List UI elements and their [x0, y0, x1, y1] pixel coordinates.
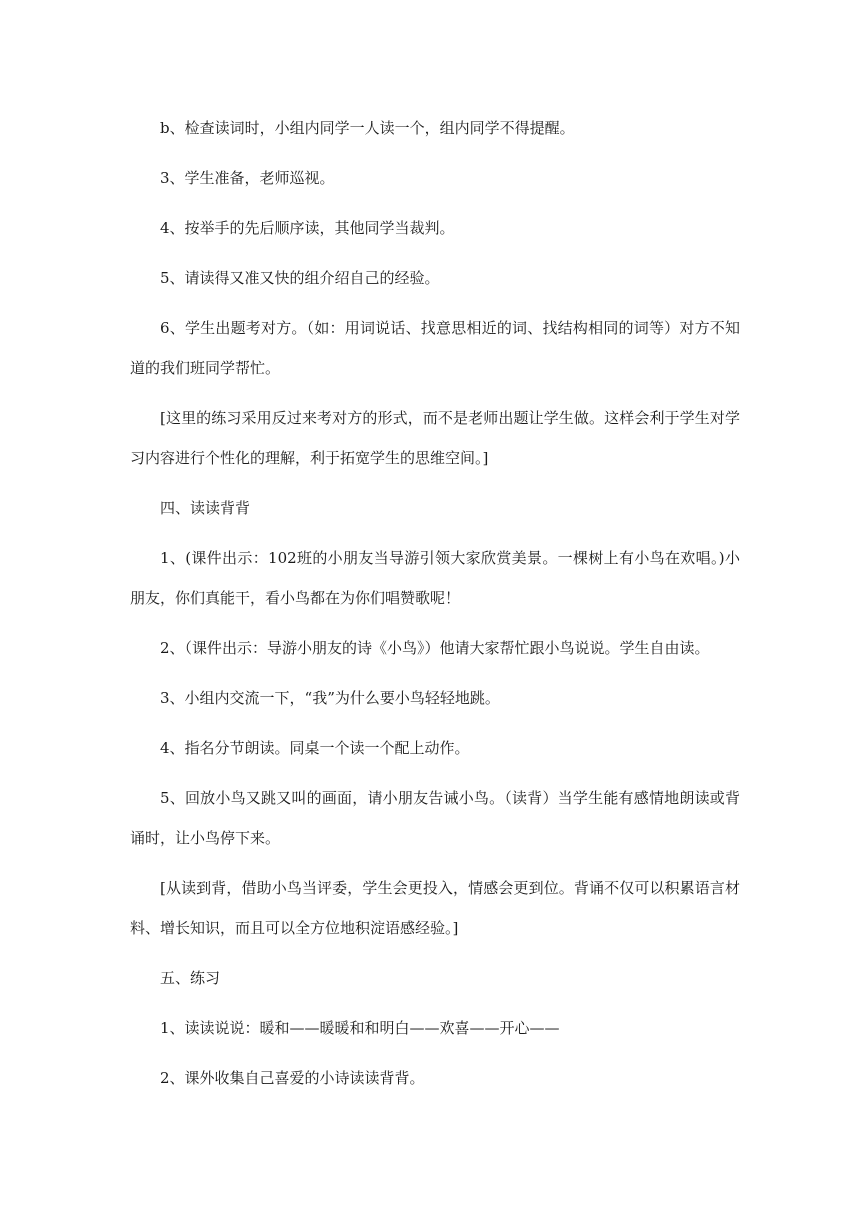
document-body: [130, 108, 740, 1108]
paragraph-student-prepare: 3、学生准备，老师巡视。: [160, 169, 335, 187]
paragraph-group-discuss: 3、小组内交流一下，“我”为什么要小鸟轻轻地跳。: [160, 689, 500, 707]
paragraph-share-experience: 5、请读得又准又快的组介绍自己的经验。: [160, 269, 440, 287]
paragraph-check-reading: b、检查读词时，小组内同学一人读一个，组内同学不得提醒。: [160, 119, 575, 137]
paragraph-raise-hand-order: 4、按举手的先后顺序读，其他同学当裁判。: [160, 219, 455, 237]
paragraph-courseware-tour: 1、(课件出示：102班的小朋友当导游引领大家欣赏美景。一棵树上有小鸟在欢唱。)小朋友，你们真能干，看小鸟都在为你们唱赞歌呢！: [130, 549, 740, 607]
paragraph-replay-bird: 5、回放小鸟又跳又叫的画面，请小朋友告诫小鸟。（读背）当学生能有感情地朗读或背诵时，让小鸟停下来。: [130, 789, 740, 847]
paragraph-note-recite: [从读到背，借助小鸟当评委，学生会更投入，情感会更到位。背诵不仅可以积累语言材料、增长知识，而且可以全方位地积淀语感经验。]: [130, 879, 740, 937]
section-heading-exercise: 五、练习: [160, 969, 221, 987]
paragraph-quiz-each-other: 6、学生出题考对方。（如：用词说话、找意思相近的词、找结构相同的词等）对方不知道的我们班同学帮忙。: [130, 319, 740, 377]
paragraph-courseware-poem: 2、（课件出示：导游小朋友的诗《小鸟》）他请大家帮忙跟小鸟说说。学生自由读。: [160, 639, 710, 657]
paragraph-note-practice: [这里的练习采用反过来考对方的形式，而不是老师出题让学生做。这样会利于学生对学习内容进行个性化的理解，利于拓宽学生的思维空间。]: [130, 409, 740, 467]
paragraph-exercise-collect-poems: 2、课外收集自己喜爱的小诗读读背背。: [160, 1069, 425, 1087]
paragraph-read-by-stanza: 4、指名分节朗读。同桌一个读一个配上动作。: [160, 739, 470, 757]
section-heading-read-recite: 四、读读背背: [160, 499, 251, 517]
paragraph-exercise-words: 1、读读说说：暖和——暖暖和和明白——欢喜——开心——: [160, 1019, 560, 1037]
